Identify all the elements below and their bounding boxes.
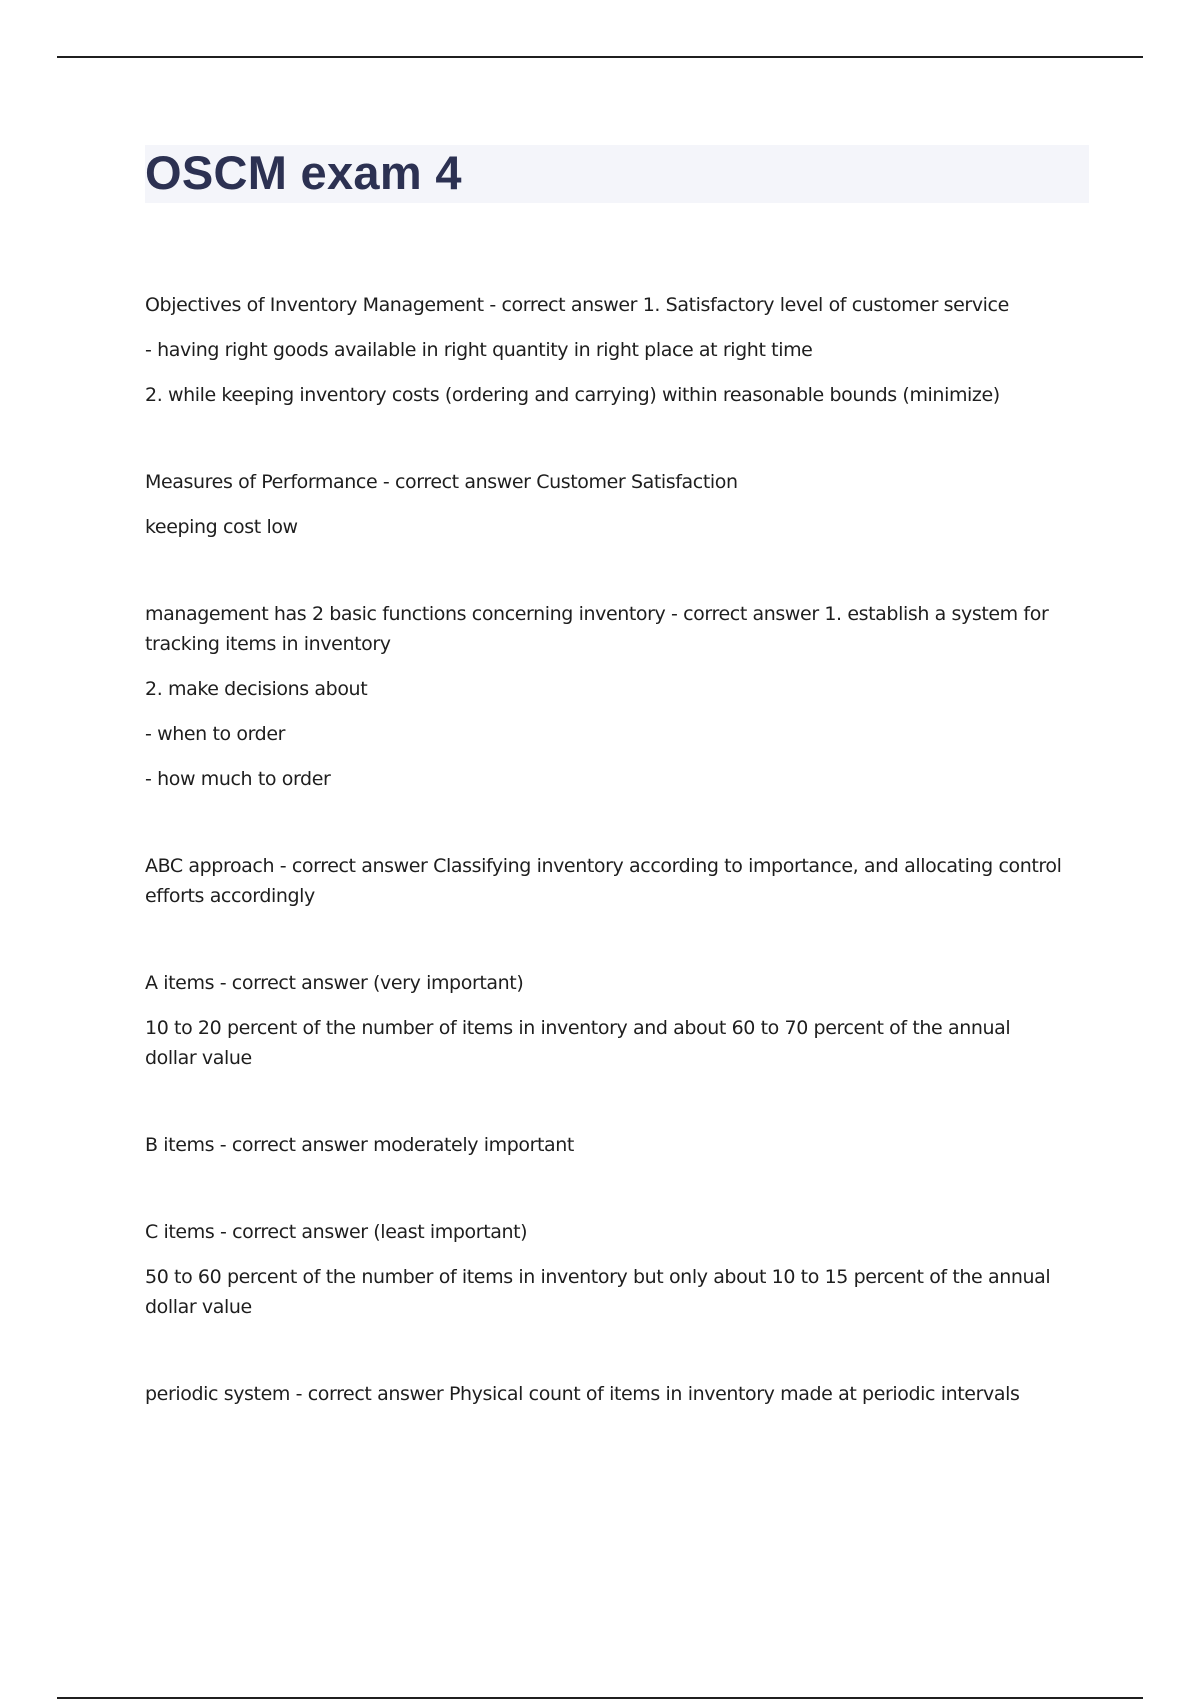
qa-list xyxy=(145,290,1065,1466)
qa-line: 2. while keeping inventory costs (ordering and carrying) within reasonable bounds (minimize) xyxy=(145,384,1000,406)
qa-line: Objectives of Inventory Management - correct answer 1. Satisfactory level of customer service xyxy=(145,294,1009,316)
qa-line: ABC approach - correct answer Classifying inventory according to importance, and allocating control efforts accordingly xyxy=(145,855,1062,907)
qa-line: C items - correct answer (least important) xyxy=(145,1221,528,1243)
qa-line: 10 to 20 percent of the number of items in inventory and about 60 to 70 percent of the annual dollar value xyxy=(145,1017,1011,1069)
qa-line: keeping cost low xyxy=(145,516,298,538)
qa-line: periodic system - correct answer Physical count of items in inventory made at periodic intervals xyxy=(145,1383,1020,1405)
qa-line: 50 to 60 percent of the number of items in inventory but only about 10 to 15 percent of the annual dollar value xyxy=(145,1266,1051,1318)
qa-entry xyxy=(145,851,1065,911)
qa-entry xyxy=(145,1217,1065,1322)
qa-entry xyxy=(145,467,1065,542)
qa-entry xyxy=(145,1379,1065,1409)
qa-line: - when to order xyxy=(145,723,286,745)
qa-line: 2. make decisions about xyxy=(145,678,368,700)
qa-entry xyxy=(145,1130,1065,1160)
top-rule xyxy=(57,56,1143,58)
qa-entry xyxy=(145,290,1065,410)
page-title: OSCM exam 4 xyxy=(145,146,462,199)
qa-line: B items - correct answer moderately important xyxy=(145,1134,574,1156)
bottom-rule xyxy=(57,1697,1143,1699)
qa-entry xyxy=(145,599,1065,794)
qa-line: A items - correct answer (very important) xyxy=(145,972,524,994)
qa-line: - having right goods available in right quantity in right place at right time xyxy=(145,339,813,361)
qa-line: Measures of Performance - correct answer Customer Satisfaction xyxy=(145,471,738,493)
qa-line: - how much to order xyxy=(145,768,331,790)
qa-entry xyxy=(145,968,1065,1073)
qa-line: management has 2 basic functions concerning inventory - correct answer 1. establish a system for tracking items in inventory xyxy=(145,603,1049,655)
